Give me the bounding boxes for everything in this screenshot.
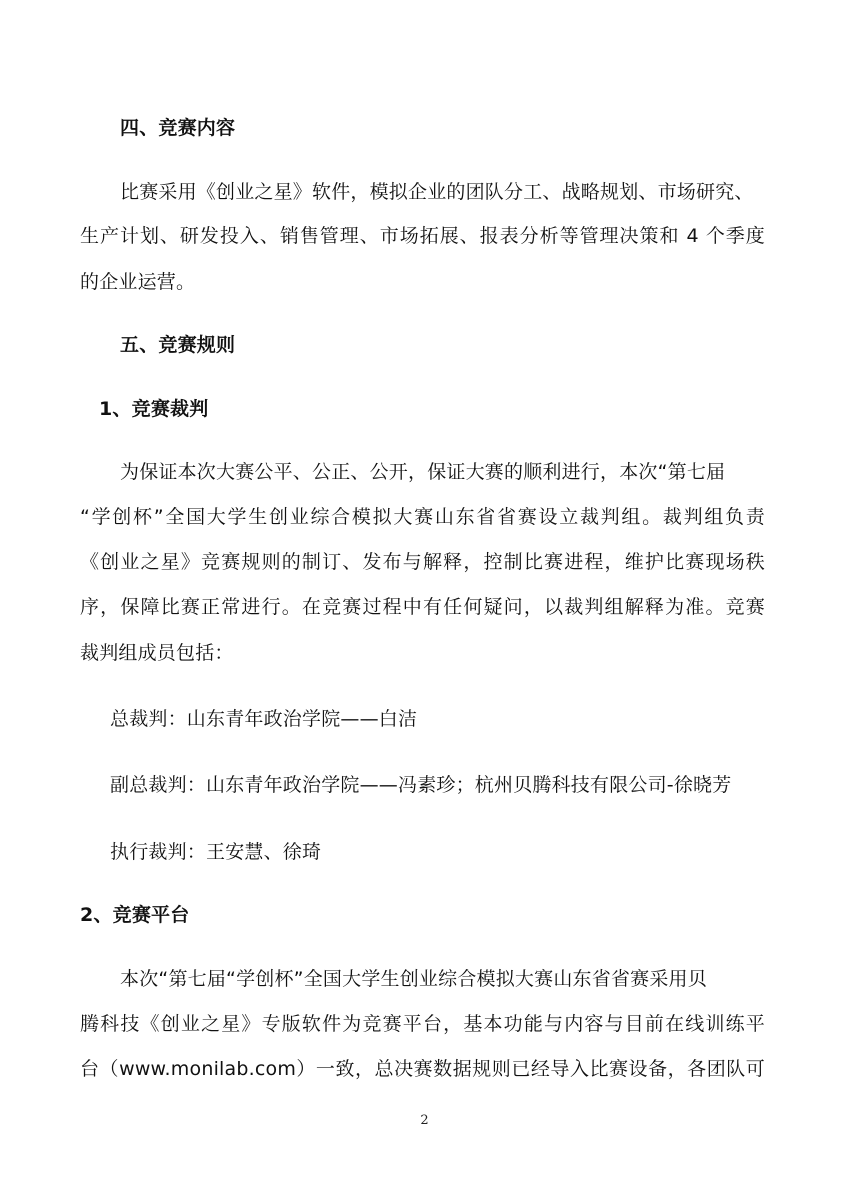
deputy-judge: 副总裁判：山东青年政治学院——冯素珍；杭州贝腾科技有限公司-徐晓芳 bbox=[110, 774, 732, 796]
page-number: 2 bbox=[420, 1113, 429, 1128]
sub2-line-2: 腾科技《创业之星》专版软件为竞赛平台，基本功能与内容与目前在线训练平 bbox=[80, 1013, 765, 1035]
section5-heading: 五、竞赛规则 bbox=[120, 334, 236, 356]
section4-line-1: 比赛采用《创业之星》软件，模拟企业的团队分工、战略规划、市场研究、 bbox=[120, 181, 754, 203]
sub1-line-4: 序，保障比赛正常进行。在竞赛过程中有任何疑问，以裁判组解释为准。竞赛 bbox=[80, 596, 765, 618]
section4-heading: 四、竞赛内容 bbox=[120, 117, 236, 139]
sub2-line-3: 台（www.monilab.com）一致，总决赛数据规则已经导入比赛设备，各团队可 bbox=[80, 1058, 765, 1080]
sub2-heading: 2、竞赛平台 bbox=[80, 904, 190, 926]
chief-judge: 总裁判：山东青年政治学院——白洁 bbox=[110, 708, 418, 730]
executive-judge: 执行裁判：王安慧、徐琦 bbox=[110, 841, 322, 863]
sub1-line-3: 《创业之星》竞赛规则的制订、发布与解释，控制比赛进程，维护比赛现场秩 bbox=[80, 551, 765, 573]
sub1-line-5: 裁判组成员包括： bbox=[80, 642, 234, 664]
section4-line-3: 的企业运营。 bbox=[80, 271, 196, 293]
section4-line-2: 生产计划、研发投入、销售管理、市场拓展、报表分析等管理决策和 4 个季度 bbox=[80, 225, 765, 247]
sub1-heading: 1、竞赛裁判 bbox=[99, 398, 209, 420]
sub2-line-1: 本次“第七届“学创杯”全国大学生创业综合模拟大赛山东省省赛采用贝 bbox=[120, 968, 707, 990]
sub1-line-1: 为保证本次大赛公平、公正、公开，保证大赛的顺利进行，本次“第七届 bbox=[120, 461, 726, 483]
sub1-line-2: “学创杯”全国大学生创业综合模拟大赛山东省省赛设立裁判组。裁判组负责 bbox=[80, 506, 765, 528]
